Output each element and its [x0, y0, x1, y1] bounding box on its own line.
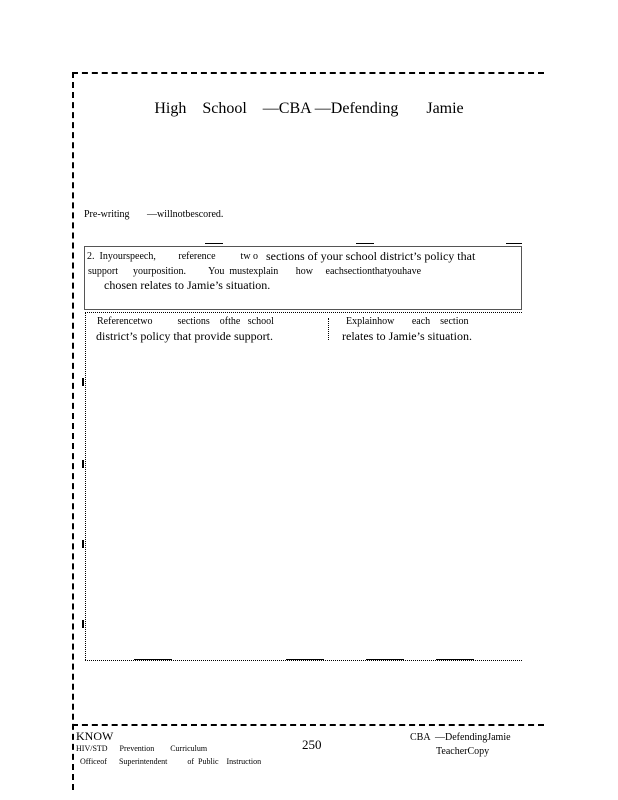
right-column-heading-2: relates to Jamie’s situation.	[342, 329, 472, 343]
footer-office: Officeof Superintendent of Public Instruction	[80, 757, 262, 766]
right-column-heading-1: Explainhow each section	[346, 316, 469, 327]
margin-tick	[82, 460, 84, 468]
margin-tick	[82, 540, 84, 548]
prompt-line-2: support yourposition. You mustexplain how eachsectionthatyouhave	[88, 266, 422, 277]
writing-area-left	[85, 312, 86, 660]
prompt-line-1a: 2. Inyourspeech, reference tw o	[87, 251, 259, 262]
bottom-rule-1	[134, 659, 172, 660]
page-frame-left	[72, 72, 74, 790]
prompt-top-rule-1	[205, 243, 223, 244]
footer-know: KNOW	[76, 729, 114, 743]
left-column-heading-1: Referencetwo sections ofthe school	[97, 316, 274, 327]
writing-area-divider	[328, 318, 329, 340]
prompt-line-1b: sections of your school district’s policy that	[266, 249, 476, 263]
prewriting-note: Pre-writing —willnotbescored.	[84, 209, 224, 220]
footer-doc-title: CBA —DefendingJamie	[410, 732, 511, 743]
writing-area-bottom	[85, 660, 522, 661]
footer-teacher-copy: TeacherCopy	[436, 746, 490, 757]
page-number: 250	[302, 737, 322, 752]
left-column-heading-2: district’s policy that provide support.	[96, 329, 273, 343]
page-title: High School —CBA —Defending Jamie	[154, 100, 464, 117]
bottom-rule-2	[286, 659, 324, 660]
bottom-rule-4	[436, 659, 474, 660]
prompt-top-rule-2	[356, 243, 374, 244]
footer-curriculum: HIV/STD Prevention Curriculum	[76, 744, 208, 753]
prompt-line-3: chosen relates to Jamie’s situation.	[104, 278, 271, 292]
bottom-rule-3	[366, 659, 404, 660]
footer-separator	[72, 724, 544, 726]
writing-area-top	[85, 312, 522, 313]
margin-tick	[82, 378, 84, 386]
prompt-top-rule-3	[506, 243, 522, 244]
page-frame-top	[72, 72, 544, 74]
margin-tick	[82, 620, 84, 628]
